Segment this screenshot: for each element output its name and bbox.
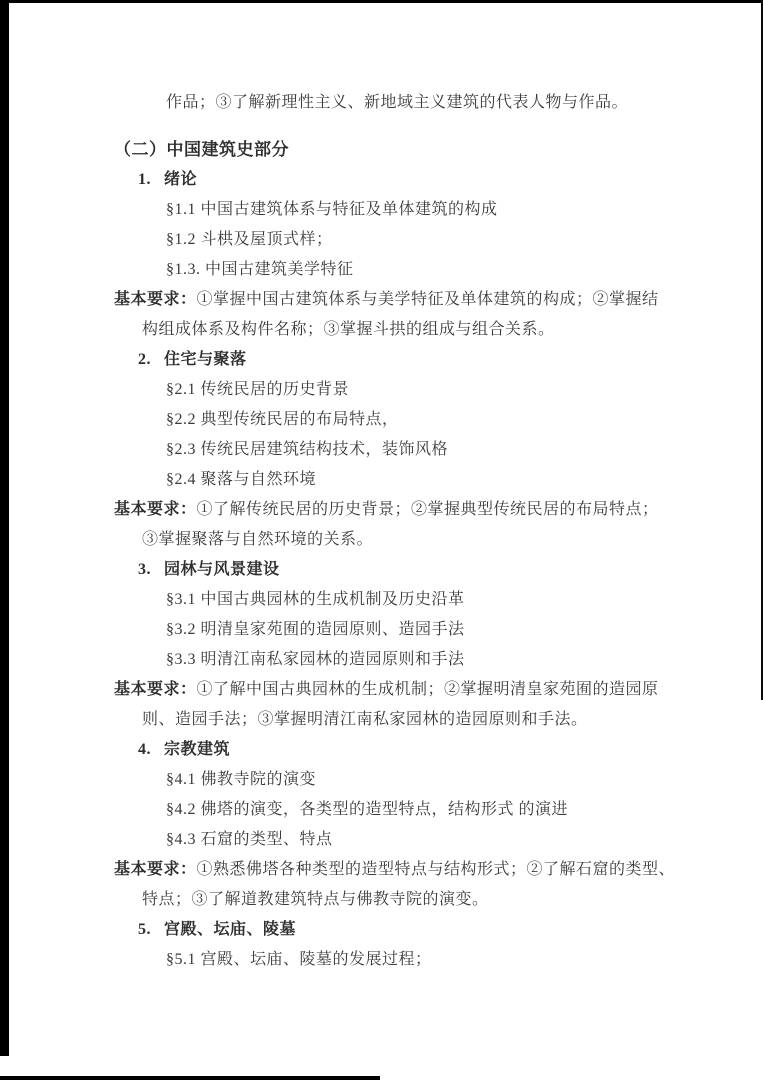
section-item: §1.1 中国古建筑体系与特征及单体建筑的构成: [166, 201, 498, 218]
section-item: §1.3. 中国古建筑美学特征: [166, 261, 354, 278]
chapter-3-heading: [0, 555, 763, 585]
requirements-label: 基本要求：: [114, 291, 197, 308]
section-item: §2.4 聚落与自然环境: [166, 471, 317, 488]
chapter-1-number: 1.: [138, 171, 151, 188]
requirements-text: ①了解中国古典园林的生成机制；②掌握明清皇家苑囿的造园原: [196, 681, 659, 698]
chapter-3-number: 3.: [138, 561, 151, 578]
basic-requirements: [0, 855, 763, 885]
chapter-4-title: 宗教建筑: [164, 741, 231, 758]
section-item: §2.3 传统民居建筑结构技术，装饰风格: [166, 441, 449, 458]
section-item: §4.3 石窟的类型、特点: [166, 831, 333, 848]
chapter-5-number: 5.: [138, 921, 151, 938]
scan-edge-bottom: [0, 1076, 380, 1080]
section-item: §3.1 中国古典园林的生成机制及历史沿革: [166, 591, 465, 608]
requirements-label: 基本要求：: [114, 681, 197, 698]
chapter-2-title: 住宅与聚落: [164, 351, 247, 368]
requirements-text: ①了解传统民居的历史背景；②掌握典型传统民居的布局特点；: [196, 501, 659, 518]
chapter-4-number: 4.: [138, 741, 151, 758]
section-item: §5.1 宫殿、坛庙、陵墓的发展过程；: [166, 951, 432, 968]
requirements-continuation: 特点；③了解道教建筑特点与佛教寺院的演变。: [142, 891, 489, 908]
section-item: §2.2 典型传统民居的布局特点，: [166, 411, 399, 428]
basic-requirements: [0, 285, 763, 315]
chapter-5-title: 宫殿、坛庙、陵墓: [164, 921, 297, 938]
section-item: §2.1 传统民居的历史背景: [166, 381, 350, 398]
chapter-3-title: 园林与风景建设: [164, 561, 280, 578]
section-item: §3.3 明清江南私家园林的造园原则和手法: [166, 651, 465, 668]
chapter-1-title: 绪论: [164, 171, 198, 188]
requirements-text: ①掌握中国古建筑体系与美学特征及单体建筑的构成；②掌握结: [196, 291, 659, 308]
requirements-text: ①熟悉佛塔各种类型的造型特点与结构形式；②了解石窟的类型、: [196, 861, 676, 878]
chapter-2-heading: [0, 345, 763, 375]
section-item: §1.2 斗栱及屋顶式样；: [166, 231, 333, 248]
basic-requirements: [0, 675, 763, 705]
basic-requirements: [0, 495, 763, 525]
chapter-1-heading: [0, 165, 763, 195]
part-heading: （二）中国建筑史部分: [114, 140, 289, 159]
requirements-label: 基本要求：: [114, 501, 197, 518]
section-item: §4.1 佛教寺院的演变: [166, 771, 317, 788]
chapter-5-heading: [0, 915, 763, 945]
requirements-label: 基本要求：: [114, 861, 197, 878]
section-item: §3.2 明清皇家苑囿的造园原则、造园手法: [166, 621, 465, 638]
requirements-continuation: 构组成体系及构件名称；③掌握斗拱的组成与组合关系。: [142, 321, 555, 338]
requirements-continuation: ③掌握聚落与自然环境的关系。: [142, 531, 374, 548]
chapter-4-heading: [0, 735, 763, 765]
requirements-continuation: 则、造园手法；③掌握明清江南私家园林的造园原则和手法。: [142, 711, 588, 728]
chapter-2-number: 2.: [138, 351, 151, 368]
section-item: §4.2 佛塔的演变，各类型的造型特点，结构形式 的演进: [166, 801, 569, 818]
paragraph-continuation-line: 作品；③了解新理性主义、新地域主义建筑的代表人物与作品。: [166, 94, 629, 111]
